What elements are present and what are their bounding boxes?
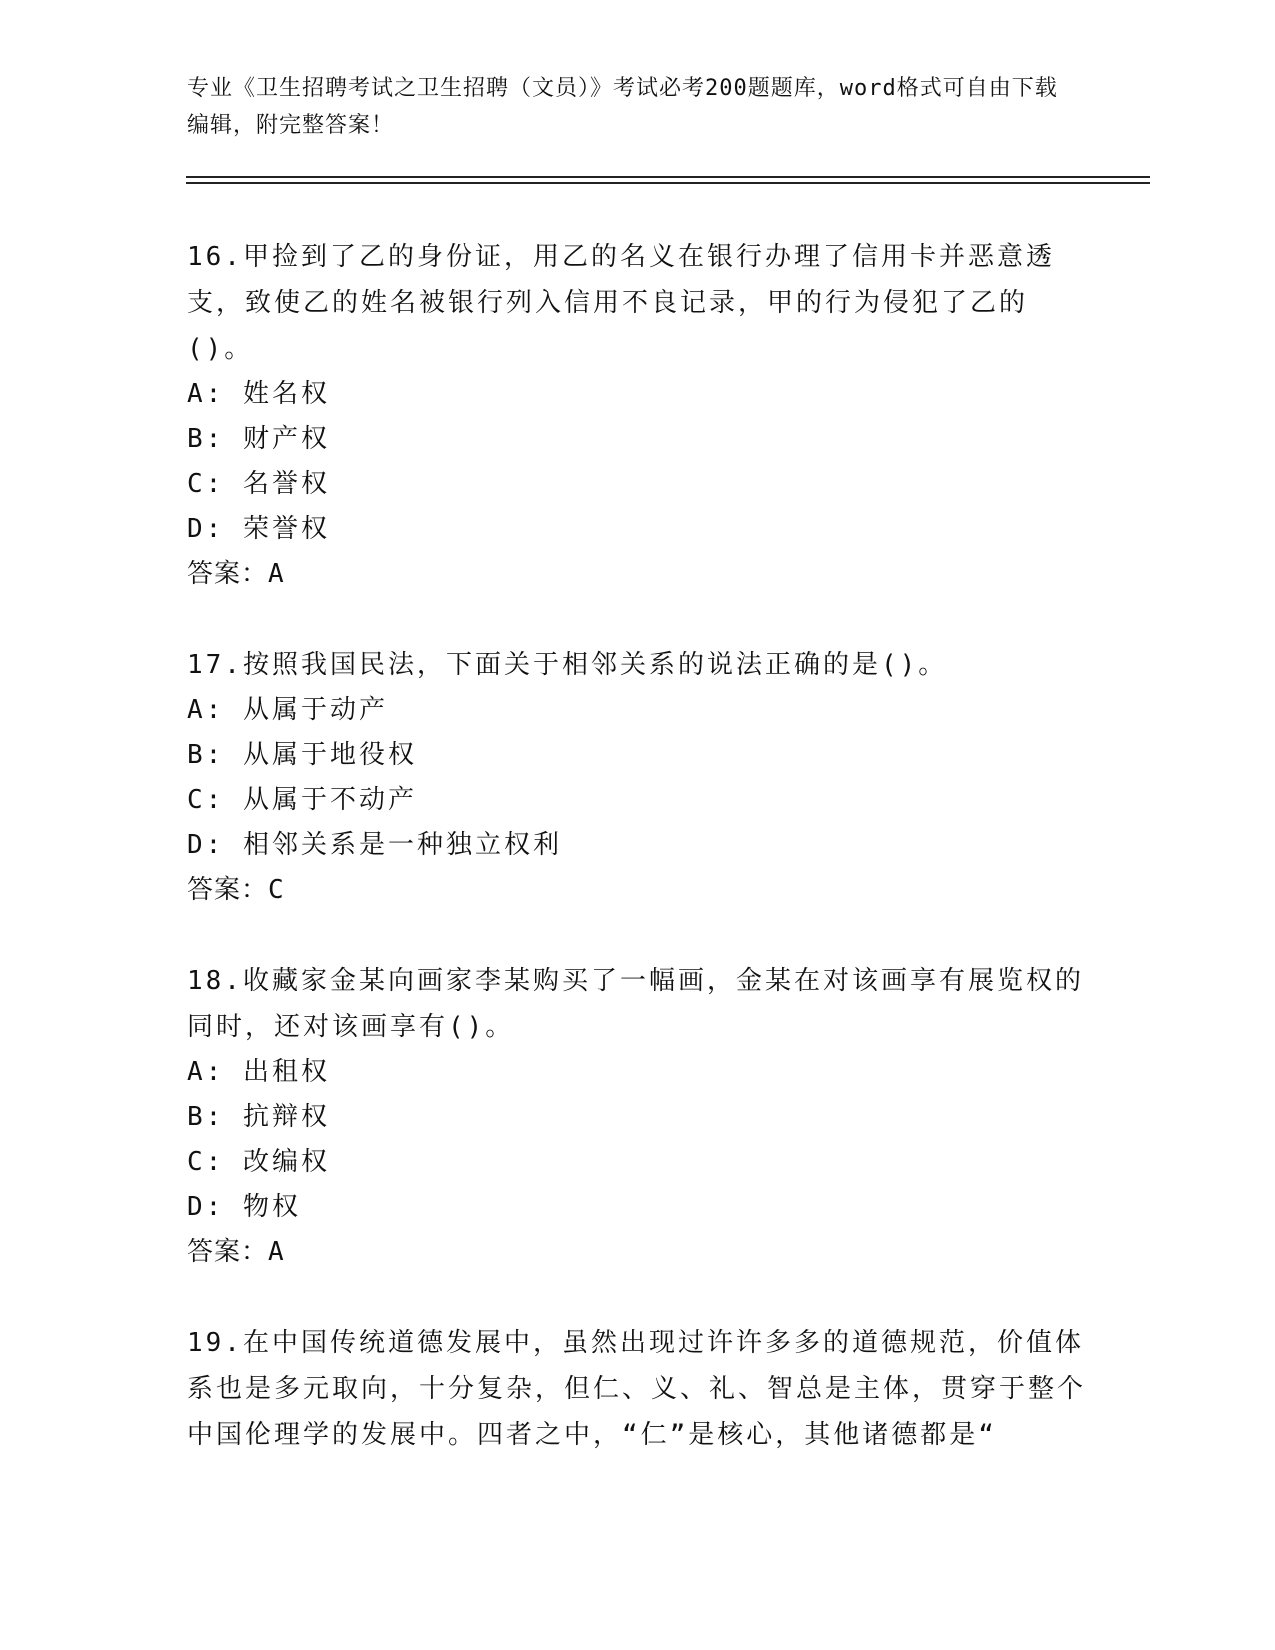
question-stem: 18.收藏家金某向画家李某购买了一幅画，金某在对该画享有展览权的同时，还对该画享有()。 [187,966,1084,1042]
answer-value: A [268,1237,285,1267]
header-rule-top [186,176,1150,178]
answer-line [187,868,1087,913]
option-c: C: 从属于不动产 [187,785,417,815]
header-rule-bottom [186,182,1150,184]
option-b: B: 从属于地役权 [187,740,417,770]
question-list [187,234,1087,1458]
answer-line [187,552,1087,597]
answer-value: C [268,875,285,905]
question-stem: 16.甲捡到了乙的身份证，用乙的名义在银行办理了信用卡并恶意透支，致使乙的姓名被银行列入信用不良记录，甲的行为侵犯了乙的()。 [187,242,1055,364]
spacer [187,597,1087,642]
question-17 [187,642,1087,913]
spacer [187,913,1087,958]
option-b: B: 财产权 [187,424,330,454]
option-d: D: 荣誉权 [187,514,330,544]
spacer [187,1275,1087,1320]
question-stem: 19.在中国传统道德发展中，虽然出现过许许多多的道德规范，价值体系也是多元取向，十分复杂，但仁、义、礼、智总是主体，贯穿于整个中国伦理学的发展中。四者之中，“仁”是核心，其他诸德都是“ [187,1328,1087,1450]
question-stem: 17.按照我国民法，下面关于相邻关系的说法正确的是()。 [187,650,948,680]
option-c: C: 改编权 [187,1147,330,1177]
question-16 [187,234,1087,597]
answer-label: 答案： [187,1237,269,1267]
option-c: C: 名誉权 [187,469,330,499]
option-d: D: 物权 [187,1192,301,1222]
question-18 [187,958,1087,1275]
option-d: D: 相邻关系是一种独立权利 [187,830,562,860]
option-a: A: 从属于动产 [187,695,388,725]
option-a: A: 出租权 [187,1057,330,1087]
option-b: B: 抗辩权 [187,1102,330,1132]
option-a: A: 姓名权 [187,379,330,409]
question-19 [187,1320,1087,1458]
answer-line [187,1230,1087,1275]
answer-value: A [268,559,285,589]
document-header: 专业《卫生招聘考试之卫生招聘（文员）》考试必考200题题库，word格式可自由下载编辑，附完整答案！ [187,76,1058,138]
answer-label: 答案： [187,875,269,905]
answer-label: 答案： [187,559,269,589]
